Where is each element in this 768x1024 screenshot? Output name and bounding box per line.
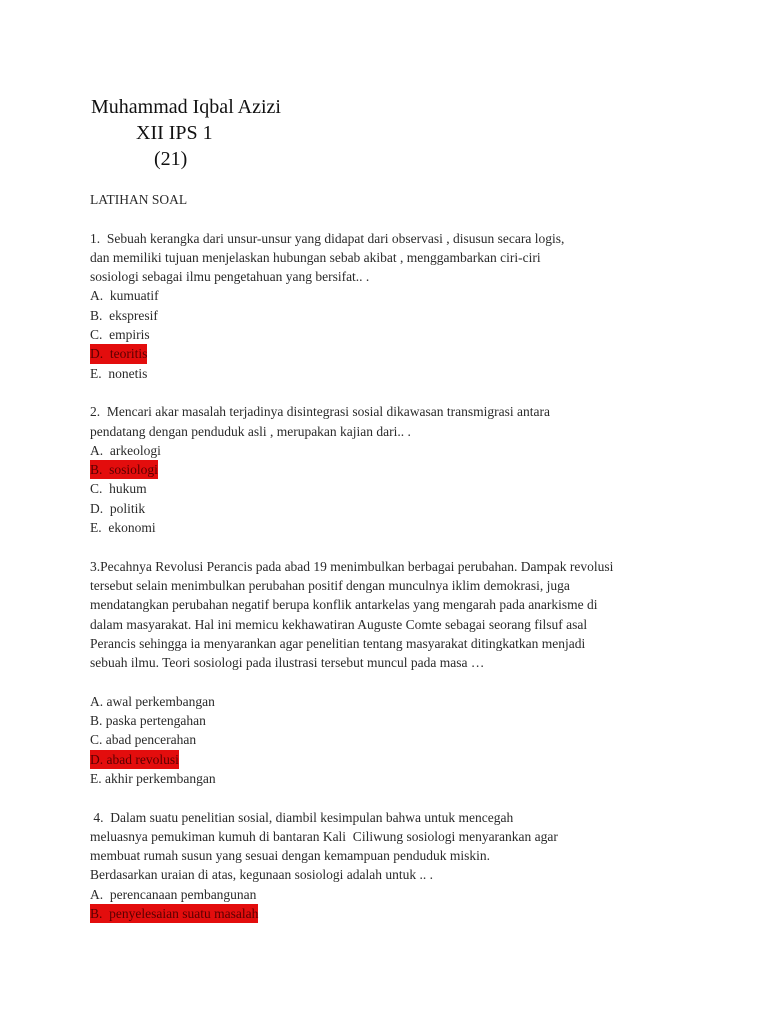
answer-option-selected (90, 460, 730, 479)
option-label: E. nonetis (90, 365, 148, 381)
option-label: E. ekonomi (90, 520, 156, 536)
option-label: A. arkeologi (90, 442, 161, 458)
student-class: XII IPS 1 (136, 122, 213, 144)
answer-option-selected (90, 904, 730, 923)
option-label: B. sosiologi (90, 460, 158, 479)
blank-line (90, 209, 730, 228)
option-label: A. perencanaan pembangunan (90, 886, 257, 902)
question-text-line: mendatangkan perubahan negatif berupa konflik antarkelas yang mengarah pada anarkisme di (90, 597, 598, 613)
question-text-line: Berdasarkan uraian di atas, kegunaan sosiologi adalah untuk .. . (90, 867, 434, 883)
question-text-line: sosiologi sebagai ilmu pengetahuan yang bersifat.. . (90, 269, 370, 285)
question-text-line: 2. Mencari akar masalah terjadinya disintegrasi sosial dikawasan transmigrasi antara (90, 404, 550, 420)
question-text-line: 1. Sebuah kerangka dari unsur-unsur yang didapat dari observasi , disusun secara logis, (90, 230, 565, 246)
option-label: B. penyelesaian suatu masalah (90, 904, 258, 923)
answer-option (90, 364, 730, 383)
answer-option (90, 479, 730, 498)
blank-line (90, 537, 730, 556)
answer-option (90, 306, 730, 325)
student-name: Muhammad Iqbal Azizi (91, 96, 281, 118)
answer-option (90, 711, 730, 730)
option-label: B. ekspresif (90, 307, 158, 323)
question-text-line: pendatang dengan penduduk asli , merupakan kajian dari.. . (90, 423, 411, 439)
document-header (91, 94, 281, 172)
question-text-line: meluasnya pemukiman kumuh di bantaran Kali Ciliwung sosiologi menyarankan agar (90, 828, 558, 844)
answer-option (90, 286, 730, 305)
question-2 (90, 402, 730, 537)
question-text-line: membuat rumah susun yang sesuai dengan kemampuan penduduk miskin. (90, 848, 491, 864)
answer-option-selected (90, 344, 730, 363)
answer-option (90, 499, 730, 518)
answer-option (90, 518, 730, 537)
answer-option-selected (90, 750, 730, 769)
question-text-line: tersebut selain menimbulkan perubahan positif dengan munculnya iklim demokrasi, juga (90, 577, 570, 593)
option-label: C. empiris (90, 327, 150, 343)
blank-line (90, 788, 730, 807)
option-label: C. abad pencerahan (90, 732, 197, 748)
question-4 (90, 808, 730, 924)
question-text-line: 4. Dalam suatu penelitian sosial, diambil kesimpulan bahwa untuk mencegah (90, 809, 514, 825)
question-text-line: sebuah ilmu. Teori sosiologi pada ilustrasi tersebut muncul pada masa … (90, 655, 485, 671)
question-text-line: 3.Pecahnya Revolusi Perancis pada abad 19 menimbulkan berbagai perubahan. Dampak revolusi (90, 558, 614, 574)
answer-option (90, 441, 730, 460)
question-text-line: Perancis sehingga ia menyarankan agar penelitian tentang masyarakat ditingkatkan menjadi (90, 635, 586, 651)
question-1 (90, 229, 730, 383)
answer-option (90, 885, 730, 904)
option-label: E. akhir perkembangan (90, 770, 216, 786)
option-label: D. politik (90, 500, 146, 516)
question-3 (90, 557, 730, 789)
question-text-line: dalam masyarakat. Hal ini memicu kekhawatiran Auguste Comte sebagai seorang filsuf asal (90, 616, 588, 632)
answer-option (90, 692, 730, 711)
option-label: D. abad revolusi (90, 750, 179, 769)
student-number: (21) (154, 148, 188, 170)
section-title: LATIHAN SOAL (90, 192, 188, 207)
blank-line (90, 383, 730, 402)
exercise-body (90, 190, 730, 923)
option-label: B. paska pertengahan (90, 713, 206, 729)
answer-option (90, 730, 730, 749)
option-label: C. hukum (90, 481, 147, 497)
question-list (90, 209, 730, 923)
option-label: A. kumuatif (90, 288, 159, 304)
option-label: D. teoritis (90, 344, 147, 363)
option-label: A. awal perkembangan (90, 693, 215, 709)
blank-line (90, 672, 730, 691)
question-text-line: dan memiliki tujuan menjelaskan hubungan sebab akibat , menggambarkan ciri-ciri (90, 249, 541, 265)
answer-option (90, 325, 730, 344)
answer-option (90, 769, 730, 788)
